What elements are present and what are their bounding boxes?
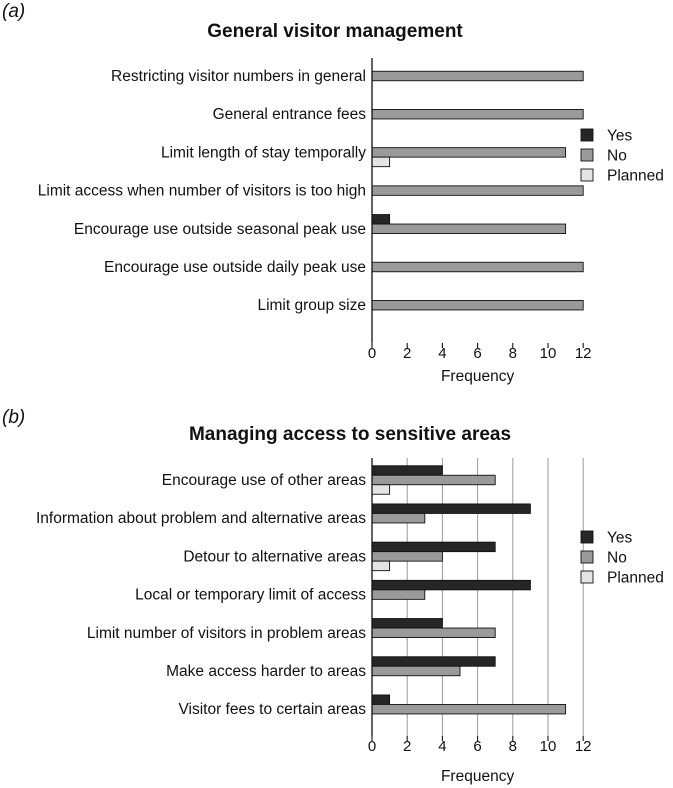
x-tick-label-b: 0 bbox=[367, 738, 377, 755]
x-tick-label-b: 6 bbox=[473, 738, 482, 755]
category-label-b: Make access harder to areas bbox=[166, 663, 366, 680]
legend-swatch-b-yes bbox=[581, 531, 593, 543]
x-tick-label-a: 6 bbox=[473, 345, 482, 362]
x-axis-label-a: Frequency bbox=[440, 368, 515, 385]
bar-a-yes bbox=[372, 215, 390, 225]
x-tick-label-a: 4 bbox=[438, 345, 447, 362]
legend-swatch-b-no bbox=[581, 551, 593, 563]
bar-b-no bbox=[372, 590, 425, 600]
x-tick-label-b: 12 bbox=[574, 738, 592, 755]
x-tick-label-a: 10 bbox=[539, 345, 557, 362]
category-label-a: Restricting visitor numbers in general bbox=[111, 68, 366, 85]
bar-b-yes bbox=[372, 580, 530, 590]
category-label-b: Visitor fees to certain areas bbox=[178, 701, 366, 719]
x-tick-label-a: 0 bbox=[367, 345, 377, 362]
panel-label-b: (b) bbox=[2, 407, 26, 428]
legend-label-a-no: No bbox=[607, 147, 627, 165]
panel-b bbox=[2, 407, 664, 785]
category-label-b: Information about problem and alternative areas bbox=[35, 510, 366, 528]
bar-a-no bbox=[372, 262, 583, 272]
bar-a-no bbox=[372, 71, 583, 81]
category-label-b: Encourage use of other areas bbox=[161, 472, 366, 489]
bar-a-no bbox=[372, 224, 566, 234]
x-tick-label-b: 8 bbox=[508, 738, 517, 755]
x-tick-label-a: 2 bbox=[403, 345, 412, 362]
bar-a-planned bbox=[372, 157, 390, 167]
bar-b-no bbox=[372, 704, 566, 714]
bar-b-no bbox=[372, 628, 495, 638]
x-tick-label-a: 12 bbox=[574, 345, 592, 362]
bar-b-yes bbox=[372, 619, 442, 629]
category-label-a: Limit access when number of visitors is too high bbox=[37, 182, 366, 200]
chart-title-a: General visitor management bbox=[207, 21, 463, 42]
bar-a-no bbox=[372, 300, 583, 310]
bar-b-yes bbox=[372, 695, 390, 705]
legend-swatch-a-no bbox=[581, 149, 593, 161]
legend-swatch-a-planned bbox=[581, 169, 593, 181]
bar-b-no bbox=[372, 475, 495, 485]
bar-b-yes bbox=[372, 542, 495, 552]
category-label-a: Limit group size bbox=[257, 297, 366, 315]
x-tick-label-a: 8 bbox=[508, 345, 517, 362]
bar-a-no bbox=[372, 109, 583, 119]
legend-label-a-yes: Yes bbox=[607, 127, 633, 145]
bar-b-planned bbox=[372, 561, 390, 571]
bar-b-yes bbox=[372, 504, 530, 514]
bar-b-planned bbox=[372, 485, 390, 495]
bar-b-no bbox=[372, 552, 442, 562]
bar-b-no bbox=[372, 666, 460, 676]
panel-a bbox=[2, 1, 664, 385]
category-label-a: Limit length of stay temporally bbox=[160, 144, 366, 162]
x-tick-label-b: 10 bbox=[539, 738, 557, 755]
bar-a-no bbox=[372, 186, 583, 196]
category-label-b: Local or temporary limit of access bbox=[135, 586, 366, 604]
category-label-a: Encourage use outside seasonal peak use bbox=[73, 220, 366, 238]
chart-title-b: Managing access to sensitive areas bbox=[188, 424, 512, 445]
legend-label-b-planned: Planned bbox=[607, 569, 664, 587]
bar-b-no bbox=[372, 513, 425, 523]
bar-b-yes bbox=[372, 466, 442, 476]
legend-swatch-b-planned bbox=[581, 571, 593, 583]
legend-label-b-no: No bbox=[607, 549, 627, 567]
x-tick-label-b: 4 bbox=[438, 738, 447, 755]
legend-swatch-a-yes bbox=[581, 129, 593, 141]
bar-a-no bbox=[372, 148, 566, 158]
x-tick-label-b: 2 bbox=[403, 738, 412, 755]
x-axis-label-b: Frequency bbox=[440, 768, 515, 785]
category-label-b: Limit number of visitors in problem areas bbox=[86, 624, 366, 642]
category-label-a: Encourage use outside daily peak use bbox=[104, 259, 366, 276]
category-label-a: General entrance fees bbox=[212, 106, 366, 124]
bar-b-yes bbox=[372, 657, 495, 667]
legend-label-b-yes: Yes bbox=[607, 529, 633, 547]
panel-label-a: (a) bbox=[2, 1, 26, 22]
legend-label-a-planned: Planned bbox=[607, 167, 664, 185]
category-label-b: Detour to alternative areas bbox=[183, 548, 366, 566]
